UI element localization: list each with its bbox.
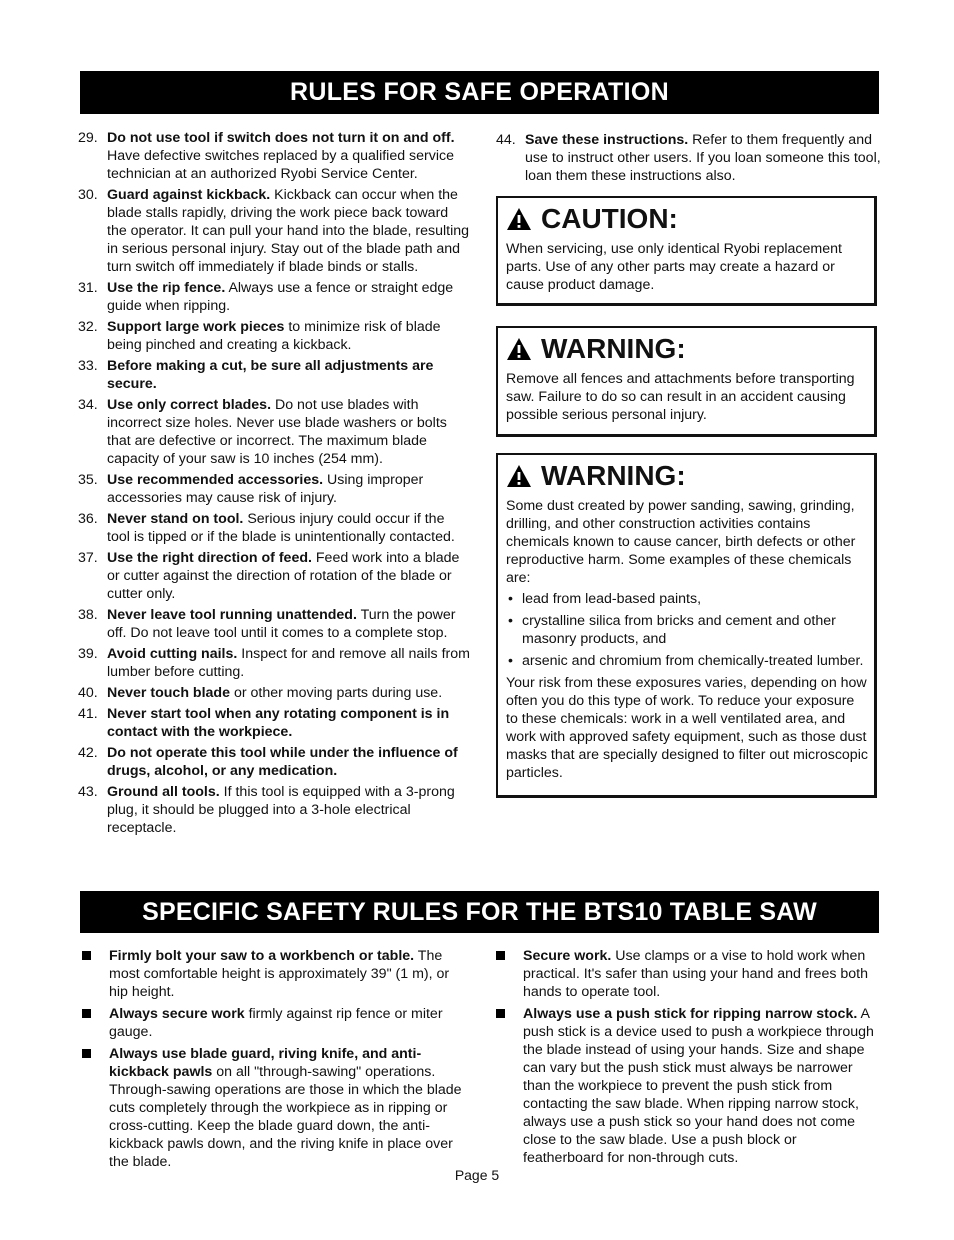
- rule-item: [78, 645, 470, 681]
- list-item: [506, 652, 868, 670]
- rule-text: The most comfortable height is approximately 39" (1 m), or hip height.: [109, 948, 450, 1000]
- list-item: [506, 612, 868, 648]
- page-number: Page 5: [454, 1167, 500, 1183]
- specific-rule-item: [80, 947, 470, 1001]
- rule-heading: Never start tool when any rotating component is in contact with the workpiece.: [107, 706, 450, 740]
- specific-rules-left: [80, 947, 470, 1175]
- rule-text: or other moving parts during use.: [230, 685, 443, 701]
- rule-item: [78, 318, 470, 354]
- rule-item: [78, 684, 470, 702]
- rule-heading: Firmly bolt your saw to a workbench or table.: [109, 948, 415, 964]
- rule-number: 41.: [78, 706, 98, 722]
- rule-number: 37.: [78, 550, 98, 566]
- rule-number: 32.: [78, 319, 98, 335]
- rule-heading: Guard against kickback.: [107, 187, 271, 203]
- bullet-icon: •: [508, 591, 513, 607]
- rule-heading: Save these instructions.: [525, 132, 689, 148]
- warning-triangle-icon: [506, 207, 532, 231]
- rule-number: 30.: [78, 187, 98, 203]
- rule-text: Use clamps or a vise to hold work when practical. It's safer than using your hand and frees both hands to operate tool.: [523, 948, 868, 1000]
- bullet-icon: •: [508, 613, 513, 629]
- rule-heading: Use the right direction of feed.: [107, 550, 312, 566]
- square-bullet-icon: [82, 1049, 91, 1058]
- rule-number: 38.: [78, 607, 98, 623]
- rule-text: Turn the power off. Do not leave tool until it comes to a complete stop.: [107, 607, 456, 641]
- rule-text: on all "through-sawing" operations. Through-sawing operations are those in which the blade cuts completely through the workpiece as in ripping or cross-cutting. Keep the blade guard down, the anti-kickback pawls down, and the riving knife in place over the blade.: [109, 1064, 462, 1170]
- rule-number: 43.: [78, 784, 98, 800]
- warning-triangle-icon: [506, 337, 532, 361]
- rule-item: [78, 129, 470, 183]
- rule-heading: Use recommended accessories.: [107, 472, 324, 488]
- rule-number: 35.: [78, 472, 98, 488]
- warning-title: WARNING:: [541, 333, 686, 364]
- rules-right-column: [496, 131, 884, 188]
- rule-text: Inspect for and remove all nails from lumber before cutting.: [107, 646, 470, 680]
- rule-item: [78, 705, 470, 741]
- rule-text: A push stick is a device used to push a workpiece through the blade instead of using your hands. Size and shape can vary but the push stick must always be narrower than the workpiece to prevent the push stick from contacting the saw blade. When ripping narrow stock, always use a push stick so your hand does not come close to the saw blade. Use a push block or featherboard for non-through cuts.: [523, 1006, 874, 1166]
- rule-item: [496, 131, 884, 185]
- rule-text: Kickback can occur when the blade stalls rapidly, driving the work piece back toward the operator. It can pull your hand into the blade, resulting in serious personal injury. Stay out of the blade path and turn switch off immediately if blade binds or stalls.: [107, 187, 470, 275]
- caution-title: CAUTION:: [541, 203, 678, 234]
- rule-text: firmly against rip fence or miter gauge.: [109, 1006, 443, 1040]
- rule-item: [78, 396, 470, 468]
- rule-text: Do not use blades with incorrect size holes. Never use blade washers or bolts that are defective or incorrect. The maximum blade capacity of your saw is 10 inches (254 mm).: [107, 397, 447, 467]
- rule-text: Have defective switches replaced by a qualified service technician at an authorized Ryobi Service Center.: [107, 148, 454, 182]
- rule-heading: Secure work.: [523, 948, 612, 964]
- rule-number: 33.: [78, 358, 98, 374]
- square-bullet-icon: [82, 951, 91, 960]
- rule-item: [78, 606, 470, 642]
- caution-text: When servicing, use only identical Ryobi replacement parts. Use of any other parts may create a hazard or cause product damage.: [506, 241, 842, 293]
- rule-number: 34.: [78, 397, 98, 413]
- rule-text: Refer to them frequently and use to instruct other users. If you loan someone this tool, loan them these instructions also.: [525, 132, 881, 184]
- rule-heading: Use the rip fence.: [107, 280, 226, 296]
- rule-text: Feed work into a blade or cutter against the direction of rotation of the blade or cutter only.: [107, 550, 460, 602]
- rule-heading: Never stand on tool.: [107, 511, 244, 527]
- specific-rule-item: [494, 1005, 878, 1167]
- rule-heading: Always use a push stick for ripping narrow stock.: [523, 1006, 858, 1022]
- rule-number: 29.: [78, 130, 98, 146]
- rule-item: [78, 357, 470, 393]
- rule-heading: Always secure work: [109, 1006, 245, 1022]
- warning-intro: Some dust created by power sanding, sawing, grinding, drilling, and other construction activities contains chemicals known to cause cancer, birth defects or other reproductive harm. Some examples of these chemicals are:: [506, 498, 856, 586]
- rule-item: [78, 744, 470, 780]
- rule-item: [78, 783, 470, 837]
- list-item-text: crystalline silica from bricks and cement and other masonry products, and: [522, 613, 836, 647]
- rule-heading: Always use blade guard, riving knife, and anti-kickback pawls: [109, 1046, 422, 1080]
- specific-rule-item: [80, 1005, 470, 1041]
- rule-heading: Do not operate this tool while under the influence of drugs, alcohol, or any medication.: [107, 745, 458, 779]
- rule-text: Always use a fence or straight edge guide when ripping.: [107, 280, 454, 314]
- list-item-text: arsenic and chromium from chemically-treated lumber.: [522, 653, 864, 669]
- rule-number: 36.: [78, 511, 98, 527]
- square-bullet-icon: [496, 1009, 505, 1018]
- specific-rules-right: [494, 947, 878, 1171]
- rule-text: If this tool is equipped with a 3-prong plug, it should be plugged into a 3-hole electrical receptacle.: [107, 784, 455, 836]
- rule-heading: Do not use tool if switch does not turn it on and off.: [107, 130, 455, 146]
- rule-item: [78, 279, 470, 315]
- list-item: [506, 590, 868, 608]
- rule-heading: Never leave tool running unattended.: [107, 607, 357, 623]
- warning-outro: Your risk from these exposures varies, depending on how often you do this type of work. To reduce your exposure to these chemicals: work in a well ventilated area, and work with approved safety equipment, such as those dust masks that are specially designed to filter out microscopic particles.: [506, 675, 868, 781]
- section-banner-safe-operation: RULES FOR SAFE OPERATION: [80, 71, 879, 114]
- square-bullet-icon: [496, 951, 505, 960]
- rule-heading: Support large work pieces: [107, 319, 285, 335]
- rule-heading: Ground all tools.: [107, 784, 220, 800]
- caution-box: [496, 196, 877, 306]
- square-bullet-icon: [82, 1009, 91, 1018]
- rule-heading: Avoid cutting nails.: [107, 646, 238, 662]
- section-banner-specific-rules: SPECIFIC SAFETY RULES FOR THE BTS10 TABLE SAW: [80, 891, 879, 933]
- warning-text: Remove all fences and attachments before transporting saw. Failure to do so can result in an accident causing possible serious personal injury.: [506, 371, 855, 423]
- warning-triangle-icon: [506, 464, 532, 488]
- bullet-icon: •: [508, 653, 513, 669]
- list-item-text: lead from lead-based paints,: [522, 591, 702, 607]
- rule-item: [78, 186, 470, 276]
- rule-number: 31.: [78, 280, 98, 296]
- rule-number: 42.: [78, 745, 98, 761]
- rule-text: to minimize risk of blade being pinched and creating a kickback.: [107, 319, 441, 353]
- rule-heading: Use only correct blades.: [107, 397, 272, 413]
- specific-rule-item: [80, 1045, 470, 1171]
- rule-heading: Before making a cut, be sure all adjustments are secure.: [107, 358, 434, 392]
- rule-item: [78, 549, 470, 603]
- rule-number: 44.: [496, 132, 516, 148]
- rule-item: [78, 471, 470, 507]
- rule-text: Serious injury could occur if the tool is tipped or if the blade is unintentionally contacted.: [107, 511, 455, 545]
- warning-box-dust: [496, 453, 877, 798]
- rule-heading: Never touch blade: [107, 685, 230, 701]
- specific-rule-item: [494, 947, 878, 1001]
- rule-text: Using improper accessories may cause risk of injury.: [107, 472, 424, 506]
- rule-number: 39.: [78, 646, 98, 662]
- rule-number: 40.: [78, 685, 98, 701]
- warning-title: WARNING:: [541, 460, 686, 491]
- chemical-list: [506, 590, 868, 670]
- rules-left-column: [78, 129, 470, 840]
- rule-item: [78, 510, 470, 546]
- warning-box-transport: [496, 326, 877, 437]
